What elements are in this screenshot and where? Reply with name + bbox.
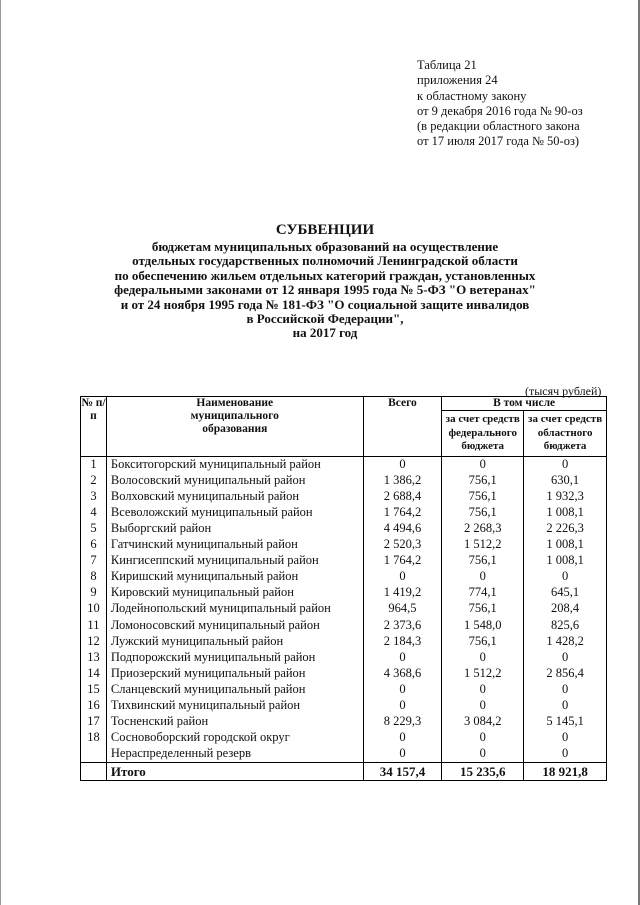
- scan-edge-mark: [0, 0, 1, 905]
- row-total: 8 229,3: [363, 714, 442, 730]
- row-total: 0: [363, 456, 442, 473]
- row-total: 1 419,2: [363, 585, 442, 601]
- table-row: [81, 666, 607, 682]
- row-num: 2: [81, 473, 107, 489]
- row-federal: 2 268,3: [442, 521, 524, 537]
- row-federal: 0: [442, 650, 524, 666]
- table-row: [81, 505, 607, 521]
- col-header-total: Всего: [363, 397, 442, 457]
- row-federal: 756,1: [442, 489, 524, 505]
- total-federal: 15 235,6: [442, 763, 524, 781]
- row-federal: 1 548,0: [442, 617, 524, 633]
- row-name: Лужский муниципальный район: [106, 634, 363, 650]
- total-regional: 18 921,8: [524, 763, 607, 781]
- title-main: СУБВЕНЦИИ: [275, 222, 375, 238]
- row-name: Тосненский район: [106, 714, 363, 730]
- row-num: 7: [81, 553, 107, 569]
- appendix-header: [417, 58, 632, 150]
- row-num: [81, 746, 107, 763]
- row-federal: 1 512,2: [442, 666, 524, 682]
- row-total: 0: [363, 730, 442, 746]
- title-line: на 2017 год: [292, 325, 358, 341]
- row-federal: 756,1: [442, 634, 524, 650]
- row-federal: 756,1: [442, 505, 524, 521]
- row-total: 2 688,4: [363, 489, 442, 505]
- row-name: Киришский муниципальный район: [106, 569, 363, 585]
- row-total: 2 373,6: [363, 617, 442, 633]
- header-line: приложения 24: [417, 73, 498, 88]
- table-row: [81, 730, 607, 746]
- row-federal: 756,1: [442, 553, 524, 569]
- header-line: от 17 июля 2017 года № 50-оз): [417, 134, 580, 149]
- row-name: Сланцевский муниципальный район: [106, 682, 363, 698]
- row-total: 0: [363, 650, 442, 666]
- row-total: 964,5: [363, 601, 442, 617]
- row-regional: 630,1: [524, 473, 607, 489]
- table-row: [81, 601, 607, 617]
- row-federal: 0: [442, 730, 524, 746]
- units-label: (тысяч рублей): [525, 384, 602, 398]
- row-federal: 0: [442, 569, 524, 585]
- row-federal: 0: [442, 456, 524, 473]
- row-total: 0: [363, 682, 442, 698]
- header-line: (в редакции областного закона: [417, 119, 580, 134]
- row-regional: 0: [524, 730, 607, 746]
- row-num: 13: [81, 650, 107, 666]
- row-regional: 2 226,3: [524, 521, 607, 537]
- row-total: 4 368,6: [363, 666, 442, 682]
- row-num: 17: [81, 714, 107, 730]
- row-regional: 0: [524, 682, 607, 698]
- row-num: 1: [81, 456, 107, 473]
- row-federal: 774,1: [442, 585, 524, 601]
- row-total: 1 764,2: [363, 553, 442, 569]
- row-federal: 0: [442, 698, 524, 714]
- row-regional: 0: [524, 650, 607, 666]
- table-row: [81, 553, 607, 569]
- row-name: Выборгский район: [106, 521, 363, 537]
- title-line: отдельных государственных полномочий Ленинградской области: [132, 253, 518, 269]
- total-sum: 34 157,4: [363, 763, 442, 781]
- row-name: Всеволожский муниципальный район: [106, 505, 363, 521]
- row-num: 16: [81, 698, 107, 714]
- col-header-name: Наименование муниципального образования: [106, 397, 363, 457]
- col-header-num: № п/п: [81, 397, 107, 457]
- col-header-federal: за счет средств федерального бюджета: [442, 411, 524, 457]
- row-name: Кировский муниципальный район: [106, 585, 363, 601]
- row-regional: 0: [524, 698, 607, 714]
- row-federal: 0: [442, 682, 524, 698]
- total-row: [81, 763, 607, 781]
- row-name: Ломоносовский муниципальный район: [106, 617, 363, 633]
- row-total: 2 520,3: [363, 537, 442, 553]
- table-row: [81, 489, 607, 505]
- row-name: Кингисеппский муниципальный район: [106, 553, 363, 569]
- row-total: 1 764,2: [363, 505, 442, 521]
- row-regional: 208,4: [524, 601, 607, 617]
- row-total: 0: [363, 569, 442, 585]
- table-row: [81, 521, 607, 537]
- table-row: [81, 650, 607, 666]
- row-federal: 756,1: [442, 601, 524, 617]
- row-num: 12: [81, 634, 107, 650]
- row-regional: 1 008,1: [524, 553, 607, 569]
- row-num: 8: [81, 569, 107, 585]
- row-total: 2 184,3: [363, 634, 442, 650]
- document-title: [70, 222, 580, 341]
- row-regional: 1 932,3: [524, 489, 607, 505]
- row-federal: 3 084,2: [442, 714, 524, 730]
- header-line: Таблица 21: [417, 58, 477, 72]
- row-regional: 2 856,4: [524, 666, 607, 682]
- row-name: Лодейнопольский муниципальный район: [106, 601, 363, 617]
- row-name: Бокситогорский муниципальный район: [106, 456, 363, 473]
- total-num: [81, 763, 107, 781]
- row-num: 14: [81, 666, 107, 682]
- row-name: Сосновоборский городской округ: [106, 730, 363, 746]
- row-name: Нераспределенный резерв: [106, 746, 363, 763]
- row-total: 4 494,6: [363, 521, 442, 537]
- row-regional: 645,1: [524, 585, 607, 601]
- row-num: 5: [81, 521, 107, 537]
- row-num: 9: [81, 585, 107, 601]
- row-name: Гатчинский муниципальный район: [106, 537, 363, 553]
- row-regional: 0: [524, 456, 607, 473]
- row-total: 0: [363, 698, 442, 714]
- col-header-including: В том числе: [442, 397, 607, 411]
- row-regional: 5 145,1: [524, 714, 607, 730]
- table-row: [81, 585, 607, 601]
- row-regional: 825,6: [524, 617, 607, 633]
- row-federal: 1 512,2: [442, 537, 524, 553]
- table-row: [81, 634, 607, 650]
- row-regional: 0: [524, 746, 607, 763]
- row-federal: 0: [442, 746, 524, 763]
- table-row: [81, 682, 607, 698]
- table-row: [81, 456, 607, 473]
- row-name: Приозерский муниципальный район: [106, 666, 363, 682]
- title-line: в Российской Федерации",: [246, 311, 404, 327]
- row-num: 6: [81, 537, 107, 553]
- row-regional: 1 008,1: [524, 537, 607, 553]
- row-total: 1 386,2: [363, 473, 442, 489]
- row-num: 10: [81, 601, 107, 617]
- col-header-regional: за счет средств областного бюджета: [524, 411, 607, 457]
- header-line: к областному закону: [417, 88, 527, 103]
- row-total: 0: [363, 746, 442, 763]
- row-num: 3: [81, 489, 107, 505]
- table-row: [81, 569, 607, 585]
- row-regional: 0: [524, 569, 607, 585]
- row-name: Волосовский муниципальный район: [106, 473, 363, 489]
- subventions-table: [80, 396, 607, 781]
- table-row: [81, 698, 607, 714]
- row-regional: 1 428,2: [524, 634, 607, 650]
- row-name: Волховский муниципальный район: [106, 489, 363, 505]
- row-num: 15: [81, 682, 107, 698]
- row-num: 11: [81, 617, 107, 633]
- title-line: бюджетам муниципальных образований на осуществление: [151, 239, 499, 254]
- title-line: по обеспечению жильем отдельных категорий граждан, установленных: [114, 267, 536, 283]
- row-name: Тихвинский муниципальный район: [106, 698, 363, 714]
- row-regional: 1 008,1: [524, 505, 607, 521]
- table-row: [81, 473, 607, 489]
- title-line: федеральными законами от 12 января 1995 года № 5-ФЗ "О ветеранах": [114, 282, 536, 298]
- row-num: 4: [81, 505, 107, 521]
- total-label: Итого: [106, 763, 363, 781]
- header-line: от 9 декабря 2016 года № 90-оз: [417, 103, 583, 118]
- row-federal: 756,1: [442, 473, 524, 489]
- row-name: Подпорожский муниципальный район: [106, 650, 363, 666]
- title-line: и от 24 ноября 1995 года № 181-ФЗ "О социальной защите инвалидов: [120, 296, 530, 312]
- table-row: [81, 714, 607, 730]
- table-row: [81, 617, 607, 633]
- table-row: [81, 537, 607, 553]
- row-num: 18: [81, 730, 107, 746]
- table-row: [81, 746, 607, 763]
